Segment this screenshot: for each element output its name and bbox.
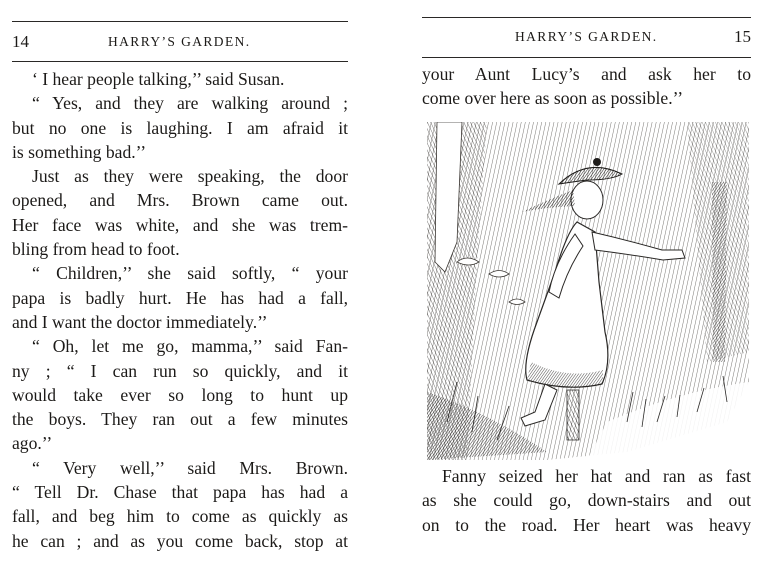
running-head-title: HARRY’S GARDEN. bbox=[108, 34, 251, 49]
text-line: come over here as soon as possible.’’ bbox=[422, 88, 684, 109]
running-head-left bbox=[12, 32, 348, 52]
right-page bbox=[422, 0, 751, 571]
text-line: “ Oh, let me go, mamma,’’ said Fan- bbox=[32, 336, 348, 357]
text-line: Fanny seized her hat and ran as fast bbox=[442, 466, 751, 486]
text-line: as she could go, down-stairs and out bbox=[422, 490, 751, 511]
text-line: fall, and beg him to come as quickly as bbox=[12, 506, 348, 527]
text-line: ny ; “ I can run so quickly, and it bbox=[12, 360, 348, 381]
header-top-rule bbox=[12, 21, 348, 22]
header-bottom-rule bbox=[12, 61, 348, 62]
right-body-text-top bbox=[422, 62, 751, 111]
text-line: “ Very well,’’ said Mrs. Brown. bbox=[32, 457, 348, 478]
text-line: ‘ I hear people talking,’’ said Susan. bbox=[32, 69, 285, 89]
text-line: papa is badly hurt. He has had a fall, bbox=[12, 287, 348, 308]
text-line: bling from head to foot. bbox=[12, 239, 180, 260]
running-head-right bbox=[422, 27, 751, 47]
text-line: the boys. They ran out a few minutes bbox=[12, 409, 348, 430]
page-number: 15 bbox=[734, 27, 751, 46]
engraving-illustration bbox=[427, 122, 749, 460]
text-line: he can ; and as you come back, stop at bbox=[12, 530, 348, 551]
left-page bbox=[12, 0, 348, 571]
header-top-rule bbox=[422, 17, 751, 18]
engraving-icon bbox=[427, 122, 749, 460]
text-line: Her face was white, and she was trem- bbox=[12, 214, 348, 235]
text-line: “ Tell Dr. Chase that papa has had a bbox=[12, 482, 348, 503]
left-body-text bbox=[12, 67, 348, 553]
text-line: “ Children,’’ she said softly, “ your bbox=[32, 263, 348, 284]
text-line: is something bad.’’ bbox=[12, 141, 147, 162]
text-line: opened, and Mrs. Brown came out. bbox=[12, 190, 348, 211]
text-line: your Aunt Lucy’s and ask her to bbox=[422, 64, 751, 84]
running-head-title: HARRY’S GARDEN. bbox=[515, 29, 658, 44]
text-line: ago.’’ bbox=[12, 433, 53, 454]
text-line: on to the road. Her heart was heavy bbox=[422, 514, 751, 535]
text-line: but no one is laughing. I am afraid it bbox=[12, 117, 348, 138]
text-line: Just as they were speaking, the door bbox=[32, 166, 348, 187]
text-line: and I want the doctor immediately.’’ bbox=[12, 311, 268, 332]
text-line: “ Yes, and they are walking around ; bbox=[32, 93, 348, 114]
right-body-text-bottom bbox=[422, 464, 751, 537]
header-bottom-rule bbox=[422, 57, 751, 58]
page-number: 14 bbox=[12, 32, 29, 51]
text-line: would take ever so long to hunt up bbox=[12, 384, 348, 405]
